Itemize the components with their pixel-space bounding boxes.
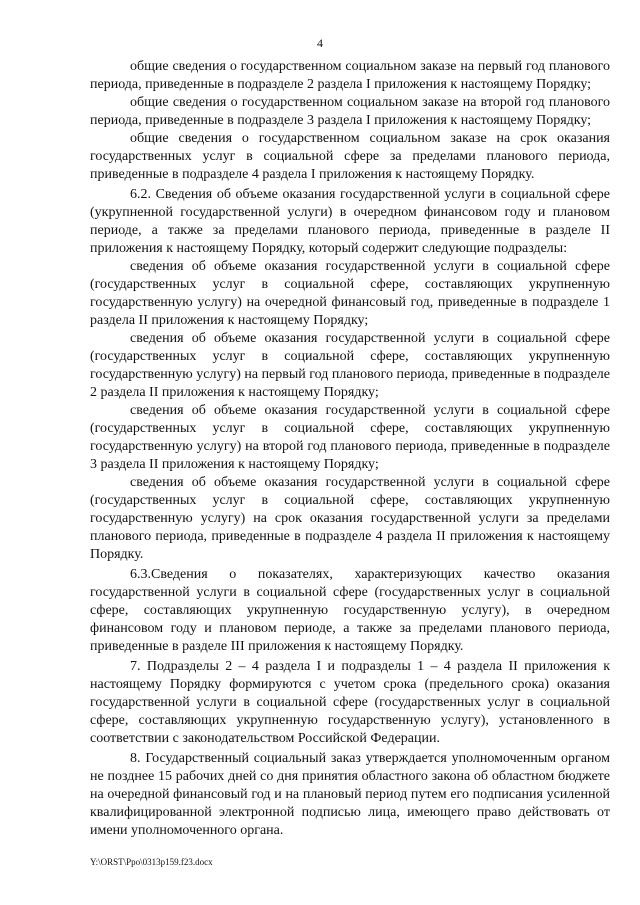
paragraph: сведения об объеме оказания государственной услуги в социальной сфере (государственных услуг в социальной сфере, составляющих укрупненную государственную услугу) на очередной финансовый год, приведенные в подразделе 1 раздела II приложения к настоящему Порядку;: [90, 259, 610, 328]
document-body: [90, 58, 610, 840]
paragraph: общие сведения о государственном социальном заказе на первый год планового периода, приведенные в подразделе 2 раздела I приложения к настоящему Порядку;: [90, 59, 610, 92]
paragraph: 6.3.Сведения о показателях, характеризующих качество оказания государственной услуги в социальной сфере (государственных услуг в социальной сфере, составляющих укрупненную государственную услугу), в очередном финансовом году и плановом периоде, а также за пределами планового периода, приведенные в разделе III приложения к настоящему Порядку.: [90, 567, 610, 654]
paragraph: 8. Государственный социальный заказ утверждается уполномоченным органом не позднее 15 рабочих дней со дня принятия областного закона об областном бюджете на очередной финансовый год и на плановый период путем его подписания усиленной квалифицированной электронной подписью лица, имеющего право действовать от имени уполномоченного органа.: [90, 751, 610, 838]
paragraph: 7. Подразделы 2 – 4 раздела I и подразделы 1 – 4 раздела II приложения к настоящему Порядку формируются с учетом срока (предельного срока) оказания государственной услуги в социальной сфере (государственных услуг в социальной сфере, составляющих укрупненную государственную услугу), установленного в соответствии с законодательством Российской Федерации.: [90, 659, 610, 746]
file-path-footer: Y:\ORST\Ppo\0313p159.f23.docx: [90, 857, 213, 867]
paragraph: сведения об объеме оказания государственной услуги в социальной сфере (государственных услуг в социальной сфере, составляющих укрупненную государственную услугу) на первый год планового периода, приведенные в подразделе 2 раздела II приложения к настоящему Порядку;: [90, 331, 610, 400]
paragraph: 6.2. Сведения об объеме оказания государственной услуги в социальной сфере (укрупненной государственной услуги) в очередном финансовом году и плановом периоде, а также за пределами планового периода, приведенные в разделе II приложения к настоящему Порядку, который содержит следующие подразделы:: [90, 187, 610, 256]
paragraph: сведения об объеме оказания государственной услуги в социальной сфере (государственных услуг в социальной сфере, составляющих укрупненную государственную услугу) на срок оказания государственной услуги за пределами планового периода, приведенные в подразделе 4 раздела II приложения к настоящему Порядку.: [90, 475, 610, 562]
paragraph: сведения об объеме оказания государственной услуги в социальной сфере (государственных услуг в социальной сфере, составляющих укрупненную государственную услугу) на второй год планового периода, приведенные в подразделе 3 раздела II приложения к настоящему Порядку;: [90, 403, 610, 472]
paragraph: общие сведения о государственном социальном заказе на второй год планового периода, приведенные в подразделе 3 раздела I приложения к настоящему Порядку;: [90, 95, 610, 128]
page-number: 4: [317, 36, 323, 50]
paragraph: общие сведения о государственном социальном заказе на срок оказания государственных услуг в социальной сфере за пределами планового периода, приведенные в подразделе 4 раздела I приложения к настоящему Порядку.: [90, 131, 610, 182]
